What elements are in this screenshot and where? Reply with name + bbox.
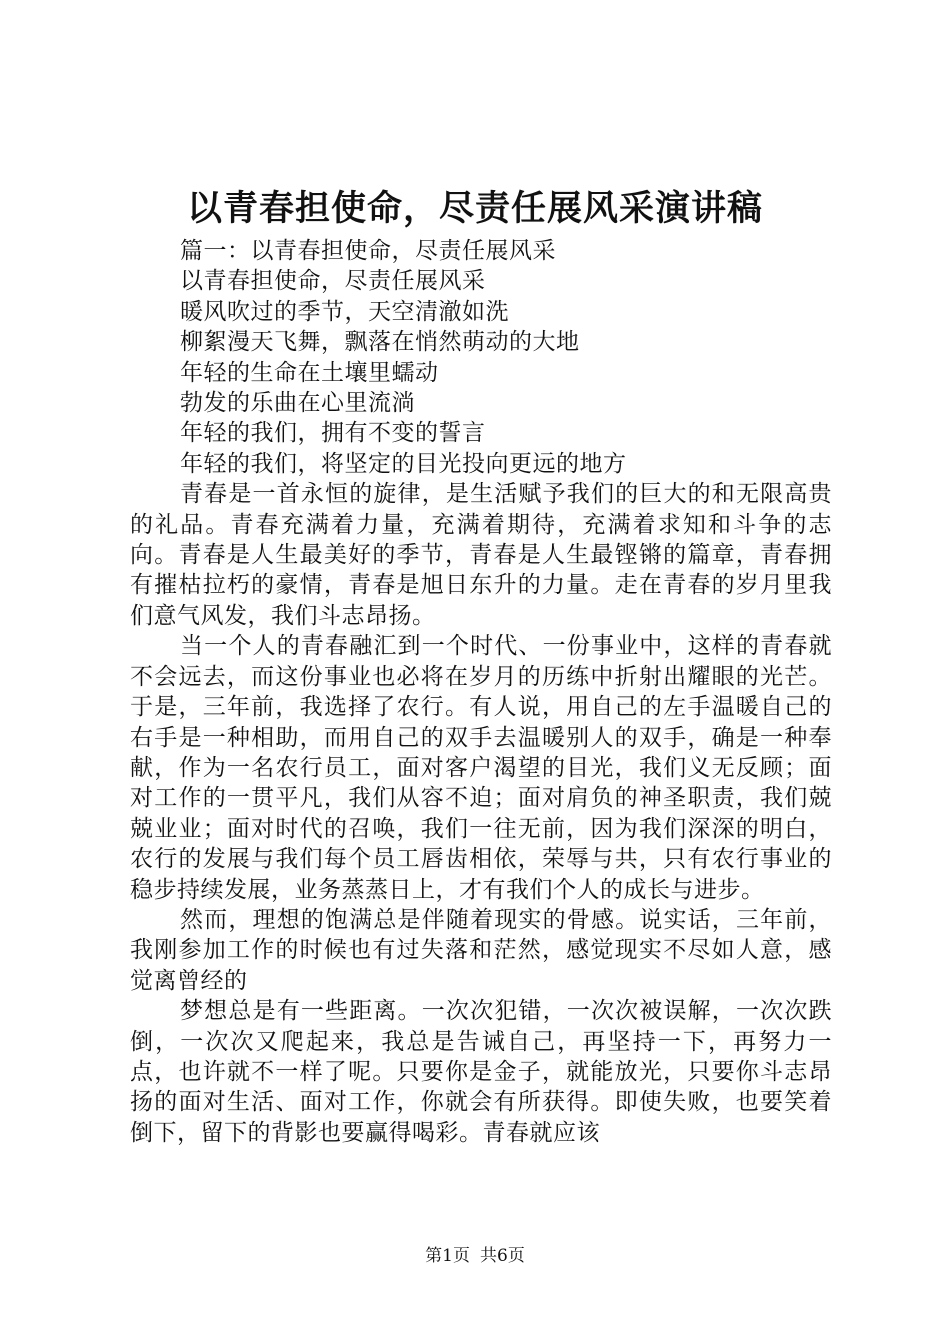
verse-line: 年轻的我们，拥有不变的誓言 bbox=[180, 420, 486, 447]
verse-line: 年轻的我们，将坚定的目光投向更远的地方 bbox=[180, 450, 627, 477]
verse-line: 勃发的乐曲在心里流淌 bbox=[180, 390, 415, 417]
page-number: 第1页 bbox=[425, 1246, 470, 1266]
body-paragraph: 梦想总是有一些距离。一次次犯错，一次次被误解，一次次跌倒，一次次又爬起来，我总是告诫自己，再坚持一下，再努力一点，也许就不一样了呢。只要你是金子，就能放光，只要你斗志昂扬的面对生活、面对工作，你就会有所获得。即使失败，也要笑着倒下，留下的背影也要赢得喝彩。青春就应该 bbox=[130, 998, 832, 1146]
page-total: 共6页 bbox=[480, 1246, 525, 1266]
verse-line: 以青春担使命，尽责任展风采 bbox=[180, 268, 486, 295]
verse-line: 柳絮漫天飞舞，飘落在悄然萌动的大地 bbox=[180, 329, 580, 356]
body-paragraph: 当一个人的青春融汇到一个时代、一份事业中，这样的青春就不会远去，而这份事业也必将在岁月的历练中折射出耀眼的光芒。于是，三年前，我选择了农行。有人说，用自己的左手温暖自己的右手是一种相助，而用自己的双手去温暖别人的双手，确是一种奉献，作为一名农行员工，面对客户渴望的目光，我们义无反顾；面对工作的一贯平凡，我们从容不迫；面对肩负的神圣职责，我们兢兢业业；面对时代的召唤，我们一往无前，因为我们深深的明白，农行的发展与我们每个员工唇齿相依，荣辱与共，只有农行事业的稳步持续发展，业务蒸蒸日上，才有我们个人的成长与进步。 bbox=[130, 633, 832, 903]
document-title: 以青春担使命，尽责任展风采演讲稿 bbox=[186, 188, 763, 229]
body-paragraph: 然而，理想的饱满总是伴随着现实的骨感。说实话，三年前，我刚参加工作的时候也有过失落和茫然，感觉现实不尽如人意，感觉离曾经的 bbox=[130, 906, 832, 994]
verse-line: 篇一：以青春担使命，尽责任展风采 bbox=[180, 238, 556, 264]
verse-line: 暖风吹过的季节，天空清澈如洗 bbox=[180, 298, 509, 325]
verse-line: 年轻的生命在土壤里蠕动 bbox=[180, 359, 439, 386]
body-paragraph: 青春是一首永恒的旋律，是生活赋予我们的巨大的和无限高贵的礼品。青春充满着力量，充满着期待，充满着求知和斗争的志向。青春是人生最美好的季节，青春是人生最铿锵的篇章，青春拥有摧枯拉朽的豪情，青春是旭日东升的力量。走在青春的岁月里我们意气风发，我们斗志昂扬。 bbox=[130, 481, 832, 629]
document-body bbox=[130, 236, 832, 1148]
page-footer bbox=[0, 1244, 950, 1268]
